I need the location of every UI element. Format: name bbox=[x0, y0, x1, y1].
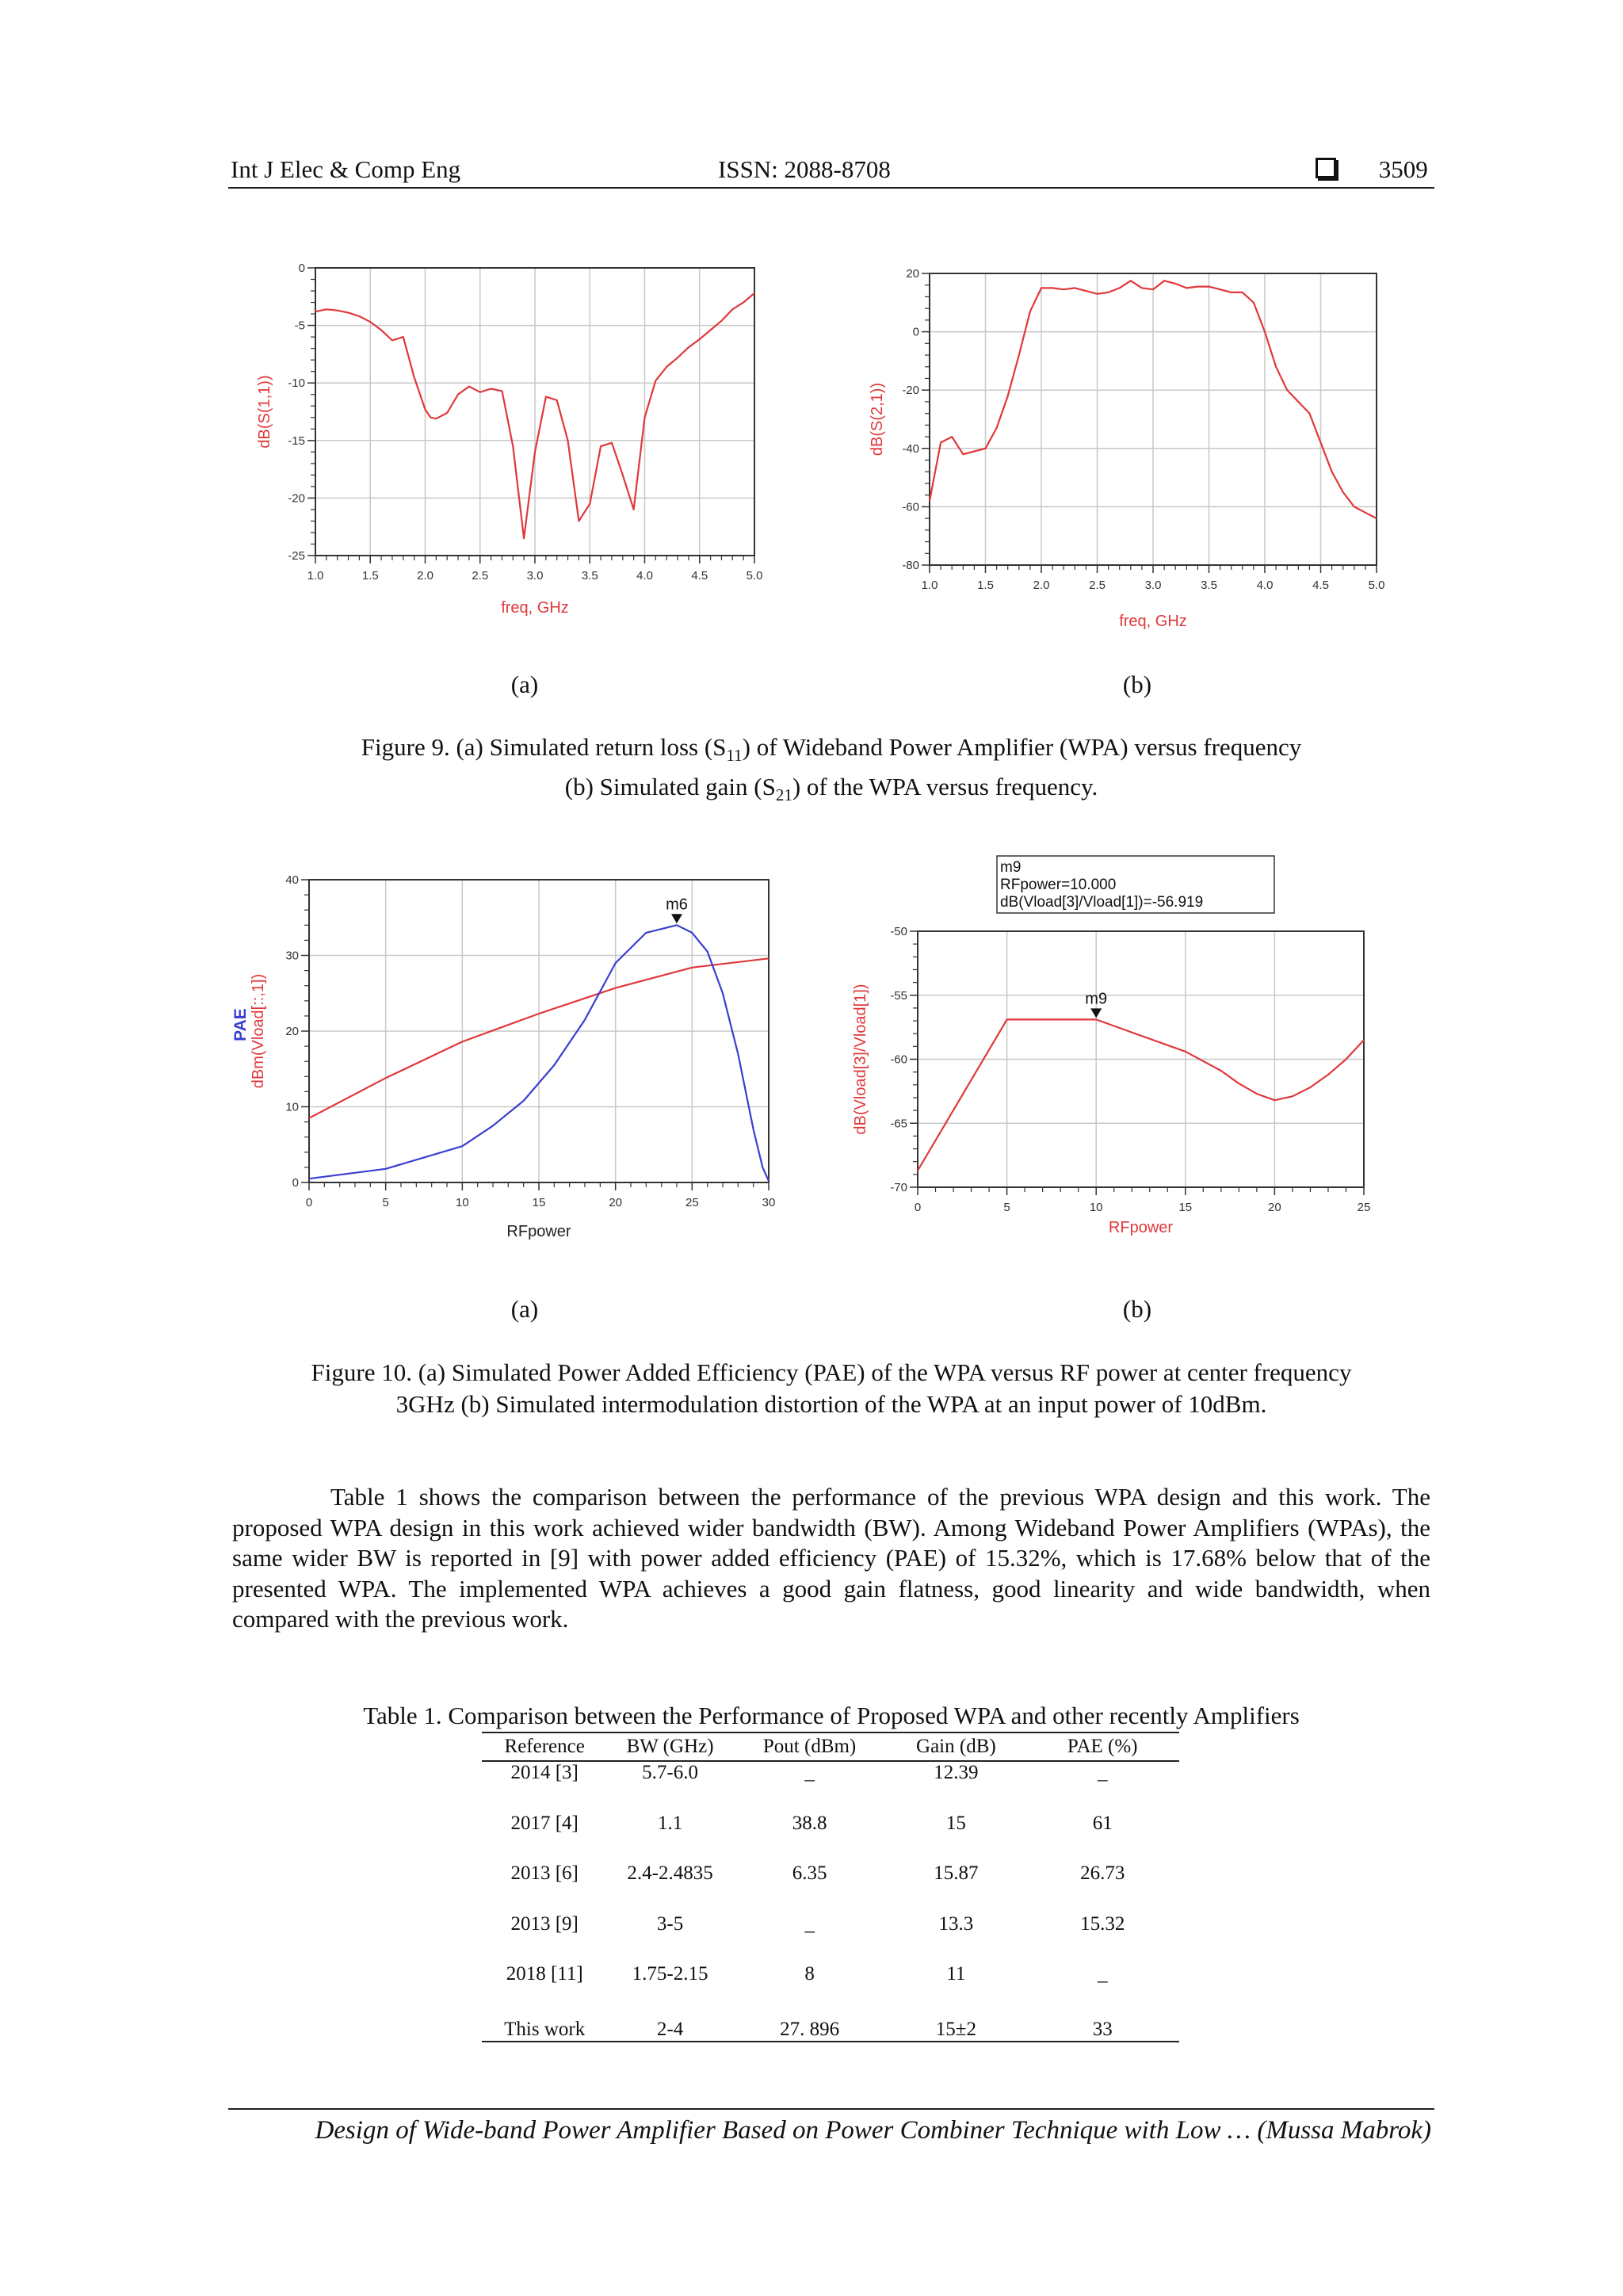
y-tick-label: -80 bbox=[902, 559, 919, 572]
table-cell: 15.32 bbox=[1080, 1912, 1125, 1935]
col-header: Gain (dB) bbox=[886, 1733, 1025, 1761]
x-tick-label: 30 bbox=[762, 1196, 776, 1209]
y-tick-label: 10 bbox=[285, 1100, 299, 1114]
x-tick-label: 15 bbox=[532, 1196, 546, 1209]
y-tick-label: -25 bbox=[288, 549, 305, 563]
figure10-caption-line2: 3GHz (b) Simulated intermodulation distortion of the WPA at an input power of 10dBm. bbox=[395, 1390, 1267, 1418]
journal-name: Int J Elec & Comp Eng bbox=[231, 155, 461, 183]
table-caption: Table 1. Comparison between the Performance of Proposed WPA and other recently Amplifiers bbox=[363, 1702, 1300, 1729]
page-number-group bbox=[1316, 155, 1428, 184]
figure9-caption-line1: Figure 9. (a) Simulated return loss $(S_{11})$ of Wideband Power Amplifier (WPA) versus frequency bbox=[361, 733, 1302, 765]
table-cell: 27. 896 bbox=[733, 2014, 887, 2042]
table-cell: 33 bbox=[1025, 2014, 1179, 2042]
table-cell: 2-4 bbox=[607, 2014, 732, 2042]
figure10-caption bbox=[228, 1357, 1434, 1420]
x-tick-label: 25 bbox=[1357, 1201, 1371, 1214]
paragraph-text: Table 1 shows the comparison between the performance of the previous WPA design and this work. The proposed WPA design in this work achieved wider bandwidth (BW). Among Wideband Power Amplifiers (WPAs), the same wider BW is reported in [9] with power added efficiency (PAE) of 15.32%, which is 17.68% below that of the presented WPA. The implemented WPA achieves a good gain flatness, good linearity and wide bandwidth, when compared with the previous work. bbox=[232, 1483, 1430, 1633]
y-tick-label: -70 bbox=[890, 1181, 907, 1194]
y-tick-label: 30 bbox=[285, 949, 299, 963]
marker-triangle bbox=[1090, 1008, 1102, 1018]
y-axis-label-pae: PAE bbox=[231, 1008, 250, 1041]
x-tick-label: 5 bbox=[382, 1196, 389, 1209]
footer-rule bbox=[228, 2108, 1434, 2110]
x-tick-label: 5.0 bbox=[1368, 579, 1385, 592]
y-tick-label: -60 bbox=[890, 1052, 907, 1067]
table-row bbox=[482, 1963, 1179, 2014]
col-header: Pout (dBm) bbox=[733, 1733, 887, 1761]
col-header: PAE (%) bbox=[1025, 1733, 1179, 1761]
x-tick-label: 4.5 bbox=[691, 569, 708, 583]
y-axis-label: dB(Vload[3]/Vload[1]) bbox=[852, 984, 869, 1135]
marker-label: m9 bbox=[1085, 990, 1108, 1008]
table-cell: This work bbox=[482, 2014, 607, 2042]
table-row bbox=[482, 2014, 1179, 2042]
table-row bbox=[482, 1761, 1179, 1813]
table-cell: 2013 [9] bbox=[510, 1912, 579, 1935]
table-cell: _ bbox=[1097, 1762, 1108, 1783]
table-cell: 2.4-2.4835 bbox=[627, 1862, 713, 1884]
x-tick-label: 3.0 bbox=[526, 569, 544, 583]
table-cell: 5.7-6.0 bbox=[642, 1762, 698, 1783]
y-tick-label: -50 bbox=[890, 925, 907, 938]
table-cell: 38.8 bbox=[792, 1812, 827, 1834]
figure10-caption-line1: Figure 10. (a) Simulated Power Added Efficiency (PAE) of the WPA versus RF power at center frequency bbox=[311, 1358, 1352, 1386]
fig9-label-a: (a) bbox=[510, 670, 539, 698]
table-row bbox=[482, 1913, 1179, 1964]
issn: ISSN: 2088-8708 bbox=[718, 155, 891, 183]
x-tick-label: 0 bbox=[305, 1196, 313, 1209]
table-cell: 12.39 bbox=[934, 1762, 979, 1783]
y-tick-label: 0 bbox=[292, 1176, 299, 1190]
x-tick-label: 3.5 bbox=[1201, 579, 1217, 592]
fig9-label-b: (b) bbox=[1122, 670, 1152, 698]
table-cell: _ bbox=[1097, 1963, 1108, 1985]
y-tick-label: 0 bbox=[298, 262, 305, 275]
figure9-caption-line2: (b) Simulated gain $(S_{21})$ of the WPA versus frequency. bbox=[564, 773, 1098, 804]
col-header: BW (GHz) bbox=[607, 1733, 732, 1761]
x-tick-label: 0 bbox=[914, 1201, 922, 1214]
fig10-label-b: (b) bbox=[1122, 1295, 1152, 1323]
table-cell: 1.1 bbox=[657, 1812, 683, 1834]
marker-readout-line: m9 bbox=[1000, 859, 1022, 876]
x-tick-label: 20 bbox=[609, 1196, 623, 1209]
page-number: 3509 bbox=[1378, 155, 1428, 183]
table-cell: 13.3 bbox=[938, 1912, 974, 1935]
figure9-caption bbox=[228, 732, 1434, 811]
col-header: Reference bbox=[482, 1733, 607, 1761]
marker-triangle bbox=[671, 914, 682, 923]
y-tick-label: -60 bbox=[902, 500, 919, 514]
marker-readout-line: RFpower=10.000 bbox=[1000, 877, 1117, 893]
table-cell: 15±2 bbox=[886, 2014, 1025, 2042]
y-tick-label: -65 bbox=[890, 1117, 907, 1131]
y-tick-label: 20 bbox=[906, 267, 919, 281]
table-cell: 3-5 bbox=[656, 1912, 684, 1935]
y-tick-label: 0 bbox=[912, 325, 919, 339]
table-cell: 26.73 bbox=[1080, 1862, 1125, 1884]
x-tick-label: 2.0 bbox=[1033, 579, 1050, 592]
table-cell: 15 bbox=[945, 1812, 966, 1834]
table-cell: 2018 [11] bbox=[506, 1963, 583, 1985]
y-tick-label: 40 bbox=[285, 873, 299, 887]
y-tick-label: -5 bbox=[294, 319, 305, 333]
y-tick-label: -40 bbox=[902, 441, 919, 456]
x-tick-label: 1.5 bbox=[977, 579, 994, 592]
fig10-label-a: (a) bbox=[510, 1295, 539, 1323]
header-rule bbox=[228, 187, 1434, 189]
x-tick-label: 1.0 bbox=[921, 579, 938, 592]
x-tick-label: 3.0 bbox=[1144, 579, 1162, 592]
y-axis-label: dB(S(1,1)) bbox=[256, 375, 273, 449]
x-tick-label: 10 bbox=[1089, 1201, 1103, 1214]
series-line bbox=[918, 1019, 1364, 1171]
running-footer: Design of Wide-band Power Amplifier Based on Power Combiner Technique with Low … (Mussa Mabrok) bbox=[315, 2116, 1431, 2145]
fig9a-chart bbox=[246, 252, 785, 632]
y-tick-label: -15 bbox=[288, 434, 305, 448]
body-paragraph bbox=[232, 1482, 1430, 1635]
y-tick-label: -20 bbox=[288, 491, 305, 506]
x-tick-label: 5 bbox=[1003, 1201, 1010, 1214]
table-cell: 6.35 bbox=[792, 1862, 827, 1884]
x-tick-label: 10 bbox=[455, 1196, 469, 1209]
table-cell: 8 bbox=[804, 1963, 815, 1985]
table-cell: 2013 [6] bbox=[510, 1862, 579, 1884]
x-axis-label: freq, GHz bbox=[501, 599, 569, 617]
table-cell: _ bbox=[804, 1762, 815, 1783]
table-cell: 2014 [3] bbox=[510, 1762, 579, 1783]
x-tick-label: 4.0 bbox=[636, 569, 653, 583]
y-axis-label: dBm(Vload[::,1]) bbox=[250, 973, 267, 1089]
comparison-table bbox=[482, 1732, 1179, 2042]
x-tick-label: 2.5 bbox=[1089, 579, 1106, 592]
y-tick-label: 20 bbox=[285, 1025, 299, 1038]
square-bullet-icon bbox=[1316, 158, 1336, 178]
table-cell: 1.75-2.15 bbox=[632, 1963, 708, 1985]
y-tick-label: -20 bbox=[902, 384, 919, 398]
x-tick-label: 15 bbox=[1178, 1201, 1193, 1214]
x-tick-label: 4.5 bbox=[1312, 579, 1329, 592]
y-tick-label: -55 bbox=[890, 988, 907, 1003]
table-row bbox=[482, 1862, 1179, 1913]
table-row bbox=[482, 1813, 1179, 1863]
table-cell: _ bbox=[804, 1912, 815, 1935]
x-tick-label: 1.5 bbox=[361, 569, 379, 583]
x-tick-label: 25 bbox=[685, 1196, 699, 1209]
x-axis-label: RFpower bbox=[1108, 1219, 1174, 1236]
x-tick-label: 3.5 bbox=[581, 569, 598, 583]
marker-readout-line: dB(Vload[3]/Vload[1])=-56.919 bbox=[1000, 894, 1204, 911]
x-tick-label: 5.0 bbox=[746, 569, 763, 583]
y-axis-label: dB(S(2,1)) bbox=[869, 382, 886, 457]
table-header-row bbox=[482, 1733, 1179, 1761]
table-cell: 11 bbox=[946, 1963, 966, 1985]
table-cell: 61 bbox=[1092, 1812, 1113, 1834]
table-cell: 2017 [4] bbox=[510, 1812, 579, 1834]
x-tick-label: 4.0 bbox=[1256, 579, 1274, 592]
fig10b-chart bbox=[840, 856, 1395, 1268]
marker-label: m6 bbox=[666, 896, 688, 914]
x-tick-label: 2.5 bbox=[472, 569, 489, 583]
x-axis-label: freq, GHz bbox=[1119, 613, 1187, 630]
fig9b-chart bbox=[860, 262, 1399, 642]
fig10a-chart bbox=[230, 856, 800, 1268]
x-axis-label: RFpower bbox=[506, 1223, 571, 1240]
y-tick-label: -10 bbox=[288, 376, 305, 391]
x-tick-label: 2.0 bbox=[417, 569, 433, 583]
table-cell: 15.87 bbox=[934, 1862, 979, 1884]
x-tick-label: 20 bbox=[1268, 1201, 1281, 1214]
x-tick-label: 1.0 bbox=[307, 569, 324, 583]
